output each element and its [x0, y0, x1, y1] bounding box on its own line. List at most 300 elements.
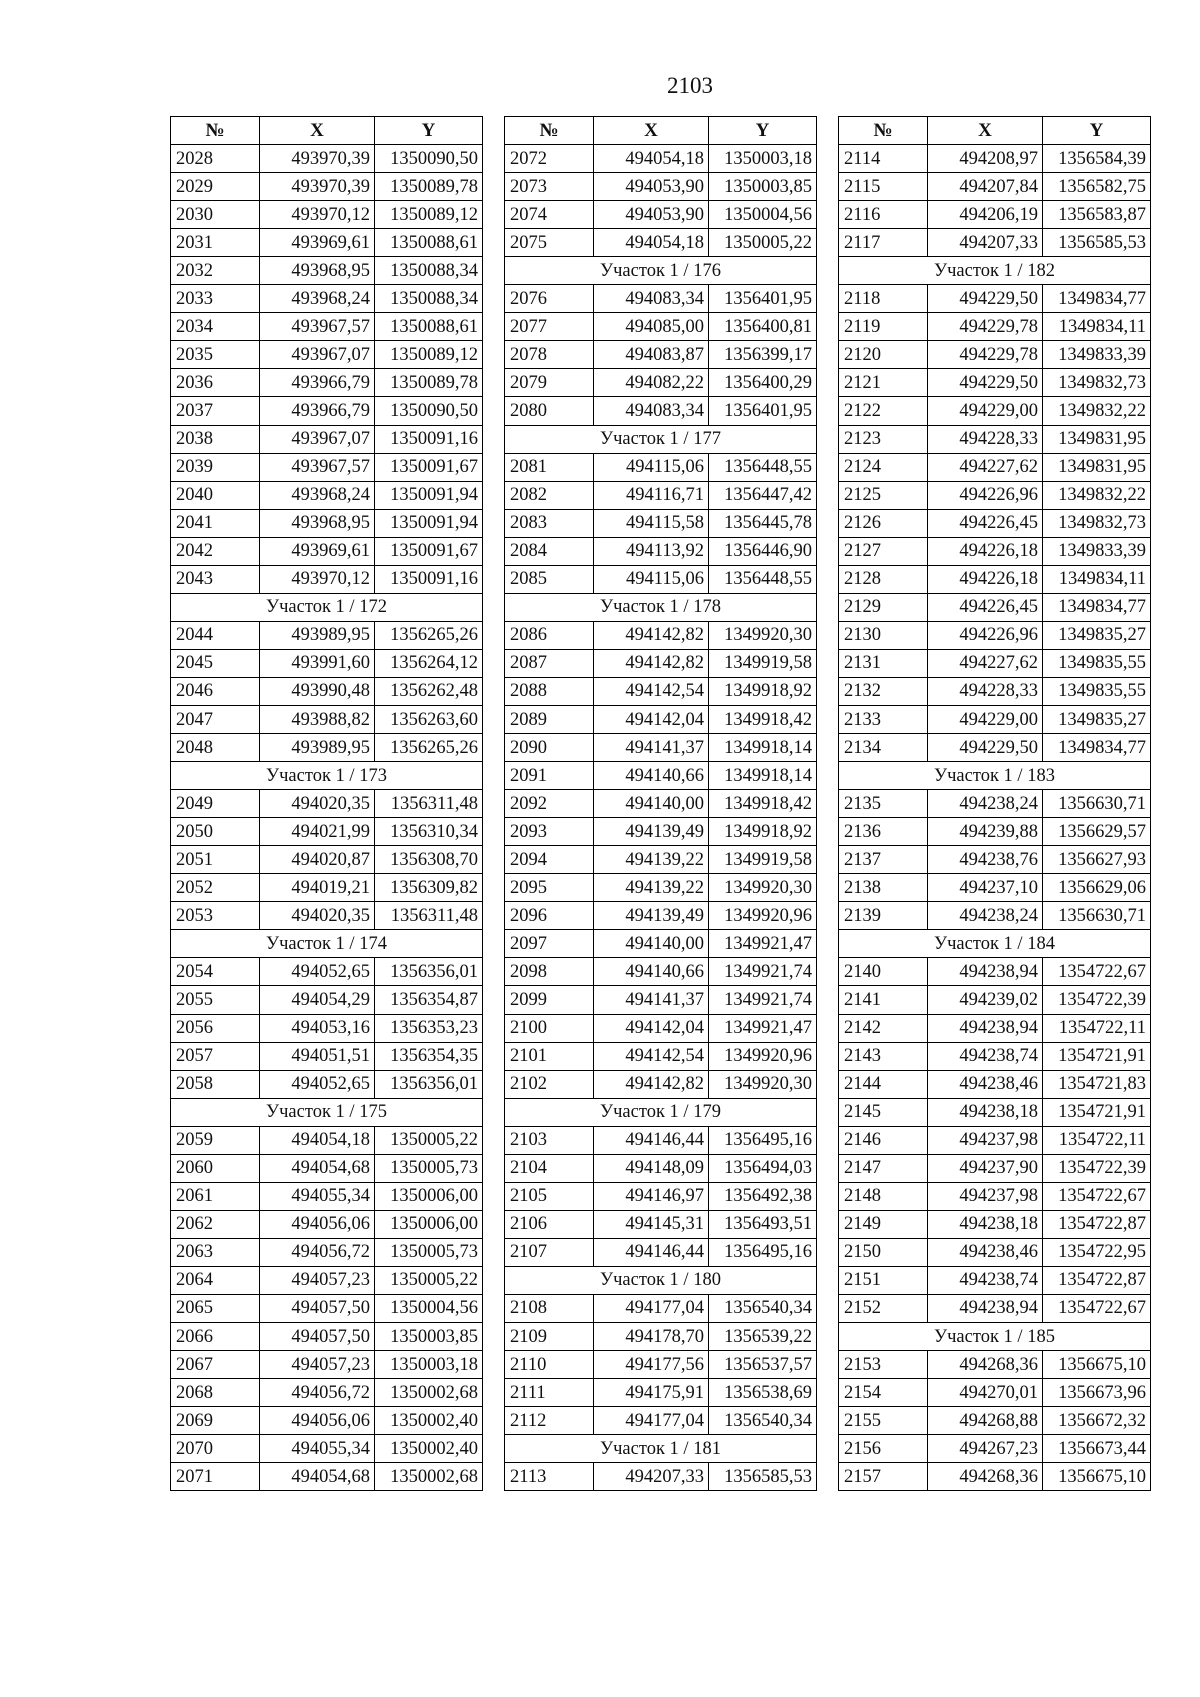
x-coordinate-cell: 494113,92: [594, 537, 709, 565]
table-row: [171, 1210, 483, 1238]
point-number-cell: 2100: [505, 1014, 594, 1042]
x-coordinate-cell: 494146,44: [594, 1126, 709, 1154]
table-row: [839, 1463, 1151, 1491]
y-coordinate-cell: 1349921,47: [709, 1014, 817, 1042]
x-coordinate-cell: 494175,91: [594, 1379, 709, 1407]
table-row: [505, 734, 817, 762]
table-row: [505, 762, 817, 790]
y-coordinate-cell: 1349918,92: [709, 677, 817, 705]
point-number-cell: 2069: [171, 1407, 260, 1435]
y-coordinate-cell: 1356585,53: [709, 1463, 817, 1491]
y-coordinate-cell: 1354721,83: [1043, 1070, 1151, 1098]
y-coordinate-cell: 1350091,94: [375, 509, 483, 537]
column-header-num: №: [171, 117, 260, 145]
y-coordinate-cell: 1356673,44: [1043, 1435, 1151, 1463]
section-label: Участок 1 / 184: [839, 930, 1151, 958]
table-row: [171, 705, 483, 733]
x-coordinate-cell: 494140,00: [594, 930, 709, 958]
section-label: Участок 1 / 185: [839, 1323, 1151, 1351]
point-number-cell: 2030: [171, 201, 260, 229]
section-label: Участок 1 / 177: [505, 425, 817, 453]
point-number-cell: 2122: [839, 397, 928, 425]
table-row: [171, 1323, 483, 1351]
section-row: [171, 1098, 483, 1126]
y-coordinate-cell: 1350090,50: [375, 145, 483, 173]
point-number-cell: 2151: [839, 1266, 928, 1294]
x-coordinate-cell: 494238,46: [928, 1070, 1043, 1098]
y-coordinate-cell: 1349832,73: [1043, 369, 1151, 397]
point-number-cell: 2136: [839, 818, 928, 846]
table-row: [171, 145, 483, 173]
point-number-cell: 2141: [839, 986, 928, 1014]
x-coordinate-cell: 493967,07: [260, 341, 375, 369]
table-row: [171, 1351, 483, 1379]
table-row: [505, 677, 817, 705]
table-row: [839, 790, 1151, 818]
point-number-cell: 2038: [171, 425, 260, 453]
point-number-cell: 2053: [171, 902, 260, 930]
y-coordinate-cell: 1350003,18: [709, 145, 817, 173]
point-number-cell: 2050: [171, 818, 260, 846]
x-coordinate-cell: 494226,45: [928, 509, 1043, 537]
y-coordinate-cell: 1356630,71: [1043, 790, 1151, 818]
y-coordinate-cell: 1356356,01: [375, 1070, 483, 1098]
y-coordinate-cell: 1356399,17: [709, 341, 817, 369]
y-coordinate-cell: 1349833,39: [1043, 537, 1151, 565]
x-coordinate-cell: 494141,37: [594, 986, 709, 1014]
x-coordinate-cell: 494053,90: [594, 201, 709, 229]
x-coordinate-cell: 494146,44: [594, 1238, 709, 1266]
x-coordinate-cell: 494268,88: [928, 1407, 1043, 1435]
y-coordinate-cell: 1349831,95: [1043, 425, 1151, 453]
point-number-cell: 2104: [505, 1154, 594, 1182]
point-number-cell: 2145: [839, 1098, 928, 1126]
table-row: [505, 958, 817, 986]
x-coordinate-cell: 494139,49: [594, 902, 709, 930]
point-number-cell: 2135: [839, 790, 928, 818]
point-number-cell: 2028: [171, 145, 260, 173]
y-coordinate-cell: 1350002,68: [375, 1463, 483, 1491]
y-coordinate-cell: 1356540,34: [709, 1407, 817, 1435]
x-coordinate-cell: 493966,79: [260, 369, 375, 397]
y-coordinate-cell: 1354721,91: [1043, 1098, 1151, 1126]
x-coordinate-cell: 494056,06: [260, 1210, 375, 1238]
point-number-cell: 2073: [505, 173, 594, 201]
x-coordinate-cell: 494057,50: [260, 1294, 375, 1322]
y-coordinate-cell: 1354722,39: [1043, 986, 1151, 1014]
table-row: [839, 846, 1151, 874]
x-coordinate-cell: 494020,35: [260, 790, 375, 818]
y-coordinate-cell: 1356629,57: [1043, 818, 1151, 846]
y-coordinate-cell: 1350091,67: [375, 453, 483, 481]
y-coordinate-cell: 1356445,78: [709, 509, 817, 537]
x-coordinate-cell: 494021,99: [260, 818, 375, 846]
y-coordinate-cell: 1356400,29: [709, 369, 817, 397]
section-row: [505, 593, 817, 621]
point-number-cell: 2144: [839, 1070, 928, 1098]
point-number-cell: 2057: [171, 1042, 260, 1070]
point-number-cell: 2084: [505, 537, 594, 565]
table-row: [171, 369, 483, 397]
y-coordinate-cell: 1356447,42: [709, 481, 817, 509]
table-row: [171, 958, 483, 986]
x-coordinate-cell: 494238,18: [928, 1210, 1043, 1238]
table-row: [839, 1266, 1151, 1294]
table-row: [839, 1070, 1151, 1098]
x-coordinate-cell: 494085,00: [594, 313, 709, 341]
x-coordinate-cell: 494115,06: [594, 565, 709, 593]
point-number-cell: 2157: [839, 1463, 928, 1491]
table-row: [839, 1351, 1151, 1379]
column-header-x: X: [928, 117, 1043, 145]
point-number-cell: 2132: [839, 677, 928, 705]
point-number-cell: 2126: [839, 509, 928, 537]
x-coordinate-cell: 494227,62: [928, 453, 1043, 481]
y-coordinate-cell: 1356538,69: [709, 1379, 817, 1407]
y-coordinate-cell: 1349918,14: [709, 762, 817, 790]
y-coordinate-cell: 1350003,18: [375, 1351, 483, 1379]
table-row: [171, 1070, 483, 1098]
y-coordinate-cell: 1350089,78: [375, 369, 483, 397]
x-coordinate-cell: 494207,84: [928, 173, 1043, 201]
x-coordinate-cell: 494057,23: [260, 1351, 375, 1379]
y-coordinate-cell: 1350091,16: [375, 425, 483, 453]
y-coordinate-cell: 1350090,50: [375, 397, 483, 425]
table-row: [171, 621, 483, 649]
y-coordinate-cell: 1349918,14: [709, 734, 817, 762]
table-header-row: [505, 117, 817, 145]
y-coordinate-cell: 1349834,77: [1043, 734, 1151, 762]
point-number-cell: 2129: [839, 593, 928, 621]
x-coordinate-cell: 494142,54: [594, 1042, 709, 1070]
section-label: Участок 1 / 183: [839, 762, 1151, 790]
table-row: [171, 453, 483, 481]
y-coordinate-cell: 1354722,95: [1043, 1238, 1151, 1266]
point-number-cell: 2152: [839, 1294, 928, 1322]
point-number-cell: 2133: [839, 705, 928, 733]
y-coordinate-cell: 1350006,00: [375, 1210, 483, 1238]
x-coordinate-cell: 494115,58: [594, 509, 709, 537]
y-coordinate-cell: 1356354,87: [375, 986, 483, 1014]
y-coordinate-cell: 1350005,22: [709, 229, 817, 257]
table-row: [171, 1379, 483, 1407]
column-header-y: Y: [375, 117, 483, 145]
y-coordinate-cell: 1349833,39: [1043, 341, 1151, 369]
table-row: [839, 958, 1151, 986]
point-number-cell: 2042: [171, 537, 260, 565]
x-coordinate-cell: 494229,78: [928, 313, 1043, 341]
y-coordinate-cell: 1356446,90: [709, 537, 817, 565]
table-row: [839, 173, 1151, 201]
x-coordinate-cell: 494226,45: [928, 593, 1043, 621]
table-header-row: [171, 117, 483, 145]
table-row: [505, 1210, 817, 1238]
point-number-cell: 2125: [839, 481, 928, 509]
table-row: [505, 341, 817, 369]
y-coordinate-cell: 1349834,11: [1043, 565, 1151, 593]
x-coordinate-cell: 494140,66: [594, 958, 709, 986]
x-coordinate-cell: 494206,19: [928, 201, 1043, 229]
y-coordinate-cell: 1356584,39: [1043, 145, 1151, 173]
y-coordinate-cell: 1349834,77: [1043, 593, 1151, 621]
section-label: Участок 1 / 175: [171, 1098, 483, 1126]
x-coordinate-cell: 493969,61: [260, 537, 375, 565]
table-row: [171, 818, 483, 846]
table-row: [839, 677, 1151, 705]
point-number-cell: 2095: [505, 874, 594, 902]
point-number-cell: 2131: [839, 649, 928, 677]
x-coordinate-cell: 494229,00: [928, 705, 1043, 733]
table-row: [839, 1098, 1151, 1126]
y-coordinate-cell: 1356629,06: [1043, 874, 1151, 902]
table-header-row: [839, 117, 1151, 145]
point-number-cell: 2083: [505, 509, 594, 537]
table-row: [839, 313, 1151, 341]
x-coordinate-cell: 494238,94: [928, 1294, 1043, 1322]
section-row: [839, 762, 1151, 790]
point-number-cell: 2146: [839, 1126, 928, 1154]
table-row: [839, 229, 1151, 257]
y-coordinate-cell: 1350005,73: [375, 1154, 483, 1182]
y-coordinate-cell: 1350089,12: [375, 201, 483, 229]
point-number-cell: 2127: [839, 537, 928, 565]
x-coordinate-cell: 494139,22: [594, 846, 709, 874]
point-number-cell: 2081: [505, 453, 594, 481]
x-coordinate-cell: 493966,79: [260, 397, 375, 425]
x-coordinate-cell: 494238,74: [928, 1266, 1043, 1294]
x-coordinate-cell: 494178,70: [594, 1323, 709, 1351]
point-number-cell: 2088: [505, 677, 594, 705]
point-number-cell: 2150: [839, 1238, 928, 1266]
x-coordinate-cell: 494053,90: [594, 173, 709, 201]
x-coordinate-cell: 494115,06: [594, 453, 709, 481]
table-row: [505, 285, 817, 313]
point-number-cell: 2055: [171, 986, 260, 1014]
y-coordinate-cell: 1350004,56: [375, 1294, 483, 1322]
table-row: [839, 734, 1151, 762]
x-coordinate-cell: 494141,37: [594, 734, 709, 762]
table-row: [839, 621, 1151, 649]
x-coordinate-cell: 494053,16: [260, 1014, 375, 1042]
table-row: [171, 229, 483, 257]
x-coordinate-cell: 493967,07: [260, 425, 375, 453]
table-row: [505, 790, 817, 818]
y-coordinate-cell: 1356265,26: [375, 621, 483, 649]
point-number-cell: 2119: [839, 313, 928, 341]
table-row: [171, 1042, 483, 1070]
x-coordinate-cell: 494228,33: [928, 425, 1043, 453]
table-row: [505, 705, 817, 733]
point-number-cell: 2105: [505, 1182, 594, 1210]
table-row: [839, 509, 1151, 537]
y-coordinate-cell: 1356540,34: [709, 1294, 817, 1322]
table-row: [505, 621, 817, 649]
point-number-cell: 2075: [505, 229, 594, 257]
y-coordinate-cell: 1349921,74: [709, 986, 817, 1014]
point-number-cell: 2134: [839, 734, 928, 762]
y-coordinate-cell: 1350002,40: [375, 1435, 483, 1463]
x-coordinate-cell: 494142,82: [594, 621, 709, 649]
table-row: [171, 1294, 483, 1322]
y-coordinate-cell: 1356494,03: [709, 1154, 817, 1182]
x-coordinate-cell: 494268,36: [928, 1351, 1043, 1379]
x-coordinate-cell: 494238,76: [928, 846, 1043, 874]
x-coordinate-cell: 494177,04: [594, 1407, 709, 1435]
table-row: [839, 1210, 1151, 1238]
point-number-cell: 2093: [505, 818, 594, 846]
x-coordinate-cell: 494140,00: [594, 790, 709, 818]
x-coordinate-cell: 494142,04: [594, 1014, 709, 1042]
y-coordinate-cell: 1350005,22: [375, 1126, 483, 1154]
column-header-x: X: [594, 117, 709, 145]
x-coordinate-cell: 494083,34: [594, 397, 709, 425]
point-number-cell: 2155: [839, 1407, 928, 1435]
table-row: [171, 201, 483, 229]
y-coordinate-cell: 1349835,27: [1043, 621, 1151, 649]
table-row: [839, 1126, 1151, 1154]
table-row: [505, 229, 817, 257]
table-row: [171, 565, 483, 593]
table-row: [839, 425, 1151, 453]
point-number-cell: 2143: [839, 1042, 928, 1070]
table-row: [171, 874, 483, 902]
y-coordinate-cell: 1354722,67: [1043, 1294, 1151, 1322]
table-row: [505, 313, 817, 341]
table-row: [839, 369, 1151, 397]
section-row: [505, 1266, 817, 1294]
x-coordinate-cell: 494238,94: [928, 1014, 1043, 1042]
x-coordinate-cell: 494055,34: [260, 1435, 375, 1463]
section-label: Участок 1 / 173: [171, 762, 483, 790]
x-coordinate-cell: 494238,24: [928, 790, 1043, 818]
point-number-cell: 2047: [171, 705, 260, 733]
table-row: [171, 902, 483, 930]
point-number-cell: 2077: [505, 313, 594, 341]
point-number-cell: 2103: [505, 1126, 594, 1154]
table-row: [839, 1238, 1151, 1266]
y-coordinate-cell: 1356263,60: [375, 705, 483, 733]
y-coordinate-cell: 1356311,48: [375, 902, 483, 930]
y-coordinate-cell: 1349918,92: [709, 818, 817, 846]
x-coordinate-cell: 493970,39: [260, 145, 375, 173]
y-coordinate-cell: 1354722,87: [1043, 1266, 1151, 1294]
x-coordinate-cell: 494229,50: [928, 369, 1043, 397]
x-coordinate-cell: 494270,01: [928, 1379, 1043, 1407]
point-number-cell: 2051: [171, 846, 260, 874]
x-coordinate-cell: 494139,22: [594, 874, 709, 902]
x-coordinate-cell: 494052,65: [260, 958, 375, 986]
coordinates-table-2: [504, 116, 817, 1491]
point-number-cell: 2112: [505, 1407, 594, 1435]
table-row: [839, 145, 1151, 173]
y-coordinate-cell: 1350005,22: [375, 1266, 483, 1294]
table-row: [839, 649, 1151, 677]
x-coordinate-cell: 493988,82: [260, 705, 375, 733]
point-number-cell: 2092: [505, 790, 594, 818]
y-coordinate-cell: 1350002,68: [375, 1379, 483, 1407]
table-row: [171, 285, 483, 313]
x-coordinate-cell: 494020,87: [260, 846, 375, 874]
point-number-cell: 2139: [839, 902, 928, 930]
table-row: [505, 173, 817, 201]
x-coordinate-cell: 494054,68: [260, 1154, 375, 1182]
y-coordinate-cell: 1354722,39: [1043, 1154, 1151, 1182]
point-number-cell: 2035: [171, 341, 260, 369]
y-coordinate-cell: 1356448,55: [709, 453, 817, 481]
y-coordinate-cell: 1349832,22: [1043, 481, 1151, 509]
point-number-cell: 2091: [505, 762, 594, 790]
table-row: [839, 285, 1151, 313]
x-coordinate-cell: 494207,33: [594, 1463, 709, 1491]
table-row: [839, 481, 1151, 509]
point-number-cell: 2096: [505, 902, 594, 930]
table-row: [505, 201, 817, 229]
point-number-cell: 2072: [505, 145, 594, 173]
table-row: [839, 902, 1151, 930]
table-row: [505, 1070, 817, 1098]
x-coordinate-cell: 494056,72: [260, 1238, 375, 1266]
y-coordinate-cell: 1354722,87: [1043, 1210, 1151, 1238]
y-coordinate-cell: 1356262,48: [375, 677, 483, 705]
point-number-cell: 2063: [171, 1238, 260, 1266]
point-number-cell: 2094: [505, 846, 594, 874]
point-number-cell: 2061: [171, 1182, 260, 1210]
y-coordinate-cell: 1356585,53: [1043, 229, 1151, 257]
point-number-cell: 2098: [505, 958, 594, 986]
column-header-num: №: [839, 117, 928, 145]
point-number-cell: 2049: [171, 790, 260, 818]
table-row: [839, 453, 1151, 481]
y-coordinate-cell: 1350003,85: [375, 1323, 483, 1351]
x-coordinate-cell: 494226,96: [928, 621, 1043, 649]
x-coordinate-cell: 494056,06: [260, 1407, 375, 1435]
x-coordinate-cell: 494239,02: [928, 986, 1043, 1014]
section-label: Участок 1 / 178: [505, 593, 817, 621]
y-coordinate-cell: 1356354,35: [375, 1042, 483, 1070]
x-coordinate-cell: 494207,33: [928, 229, 1043, 257]
point-number-cell: 2036: [171, 369, 260, 397]
point-number-cell: 2116: [839, 201, 928, 229]
table-row: [839, 565, 1151, 593]
table-row: [171, 397, 483, 425]
point-number-cell: 2068: [171, 1379, 260, 1407]
section-row: [171, 930, 483, 958]
y-coordinate-cell: 1356495,16: [709, 1238, 817, 1266]
table-row: [171, 734, 483, 762]
y-coordinate-cell: 1356311,48: [375, 790, 483, 818]
table-row: [505, 537, 817, 565]
table-row: [171, 1463, 483, 1491]
point-number-cell: 2148: [839, 1182, 928, 1210]
x-coordinate-cell: 493989,95: [260, 734, 375, 762]
y-coordinate-cell: 1350089,78: [375, 173, 483, 201]
table-row: [505, 1379, 817, 1407]
table-row: [839, 1154, 1151, 1182]
y-coordinate-cell: 1356492,38: [709, 1182, 817, 1210]
x-coordinate-cell: 494229,50: [928, 285, 1043, 313]
x-coordinate-cell: 494238,94: [928, 958, 1043, 986]
point-number-cell: 2067: [171, 1351, 260, 1379]
y-coordinate-cell: 1356265,26: [375, 734, 483, 762]
y-coordinate-cell: 1356400,81: [709, 313, 817, 341]
table-row: [505, 649, 817, 677]
x-coordinate-cell: 494226,96: [928, 481, 1043, 509]
table-row: [839, 986, 1151, 1014]
y-coordinate-cell: 1350003,85: [709, 173, 817, 201]
point-number-cell: 2140: [839, 958, 928, 986]
point-number-cell: 2033: [171, 285, 260, 313]
x-coordinate-cell: 494237,90: [928, 1154, 1043, 1182]
